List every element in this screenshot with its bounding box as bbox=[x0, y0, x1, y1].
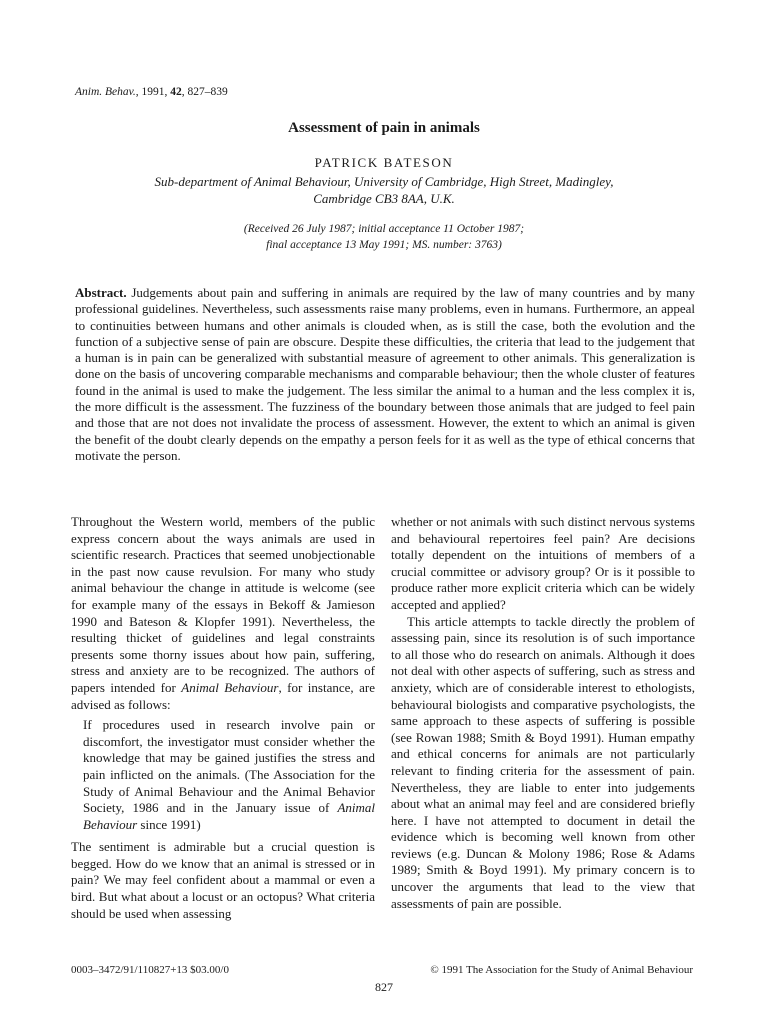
journal-title-italic: Animal Behaviour bbox=[181, 679, 279, 695]
right-paragraph-2: This article attempts to tackle directly the problem of assessing pain, since its resolution is of such importance to all those who do research on animals. Although it does not deal with other aspects of suffering, such as stress and anxiety, which are of considerable interest to ethologists, behavioural biologists and comparative psychologists, the same approach to these aspects of suffering is possible (see Rowan 1988; Smith & Boyd 1991). Human empathy and ethical concerns for animals are not particularly relevant to finding criteria for the assessment of pain. Nevertheless, they are liable to enter into judgements about what an animal may feel and are considered briefly here. I have not attempted to document in detail the evidence which is becoming well known from other reviews (e.g. Duncan & Molony 1986; Rose & Adams 1989; Smith & Boyd 1991). My primary concern is to uncover the arguments that lead to the view that assessments of pain are possible. bbox=[391, 613, 695, 911]
abstract-label: Abstract. bbox=[75, 285, 127, 300]
journal-name: Anim. Behav. bbox=[75, 86, 136, 98]
journal-year: , 1991, bbox=[135, 86, 171, 98]
block-quote bbox=[83, 717, 375, 833]
right-paragraph-1: whether or not animals with such distinct nervous systems and behavioural repertoires feel pain? Are decisions totally dependent on the intuitions of members of a crucial committee or advisory group? Or is it possible to produce rather more explicit criteria which can be widely accepted and applied? bbox=[391, 514, 695, 612]
received-line-2: final acceptance 13 May 1991; MS. number: 3763) bbox=[266, 239, 502, 251]
journal-reference bbox=[75, 86, 228, 98]
left-paragraph-1-text-b: , for instance, are advised as follows: bbox=[71, 679, 375, 712]
affiliation-line-2: Cambridge CB3 8AA, U.K. bbox=[313, 191, 455, 206]
left-column bbox=[71, 514, 375, 922]
quote-journal-italic: Animal Behaviour bbox=[83, 800, 375, 832]
author-affiliation bbox=[0, 173, 768, 207]
right-column bbox=[391, 514, 695, 912]
left-paragraph-2: The sentiment is admirable but a crucial question is begged. How do we know that an animal is stressed or in pain? We may feel confident about a mammal or even a bird. But what about a locust or an octopus? What criteria should be used when assessing bbox=[71, 839, 375, 921]
author-name: PATRICK BATESON bbox=[314, 155, 454, 170]
journal-volume: 42 bbox=[170, 86, 182, 98]
received-line-1: (Received 26 July 1987; initial acceptance 11 October 1987; bbox=[243, 223, 525, 235]
affiliation-line-1: Sub-department of Animal Behaviour, University of Cambridge, High Street, Madingley, bbox=[154, 174, 614, 189]
left-paragraph-1 bbox=[71, 514, 375, 713]
quote-text-b: since 1991) bbox=[137, 816, 201, 832]
abstract-text: Judgements about pain and suffering in animals are required by the law of many countries and by many professional guidelines. Nevertheless, such assessments raise many problems, even in humans. Furthermore, an appeal to continuities between humans and other animals is clouded when, as is still the case, both the evolution and the function of a subjective sense of pain are obscure. Despite these difficulties, the criteria that lead to the judgement that a human is in pain can be generalized with substantial measure of agreement to other animals. This generalization is done on the basis of uncovering comparable mechanisms and comparable behaviour; then the whole cluster of features found in the animal is used to make the judgement. The less similar the animal to a human and the less complex it is, the more difficult is the assessment. The fuzziness of the boundary between those animals that are judged to feel pain and those that are not does not invalidate the process of assessment. However, the extent to which an animal is given the benefit of the doubt clearly depends on the empathy a person feels for it as well as the type of ethical concerns that motivate the person. bbox=[75, 285, 695, 463]
article-title: Assessment of pain in animals bbox=[288, 120, 480, 136]
left-paragraph-1-text-a: Throughout the Western world, members of the public express concern about the ways animals are used in scientific research. Practices that seemed unobjectionable in the past now cause revulsion. For many who study animal behaviour the change in attitude is welcome (see for example many of the essays in Bekoff & Jamieson 1990 and Bateson & Klopfer 1991). Nevertheless, the resulting thicket of guidelines and legal constraints presents some thorny issues about how pain, suffering, stress and anxiety are to be recognized. The authors of papers intended for bbox=[71, 514, 375, 695]
quote-text-a: If procedures used in research involve pain or discomfort, the investigator must consider whether the knowledge that may be gained justifies the stress and pain inflicted on the animals. (The Association for the Study of Animal Behaviour and the Animal Behavior Society, 1986 and in the January issue of bbox=[83, 717, 375, 816]
page-number: 827 bbox=[375, 980, 393, 994]
received-dates bbox=[0, 221, 768, 253]
abstract bbox=[75, 285, 695, 464]
journal-pages: , 827–839 bbox=[181, 86, 228, 98]
footer-code: 0003–3472/91/110827+13 $03.00/0 bbox=[71, 964, 229, 976]
footer-copyright: © 1991 The Association for the Study of Animal Behaviour bbox=[430, 964, 693, 976]
